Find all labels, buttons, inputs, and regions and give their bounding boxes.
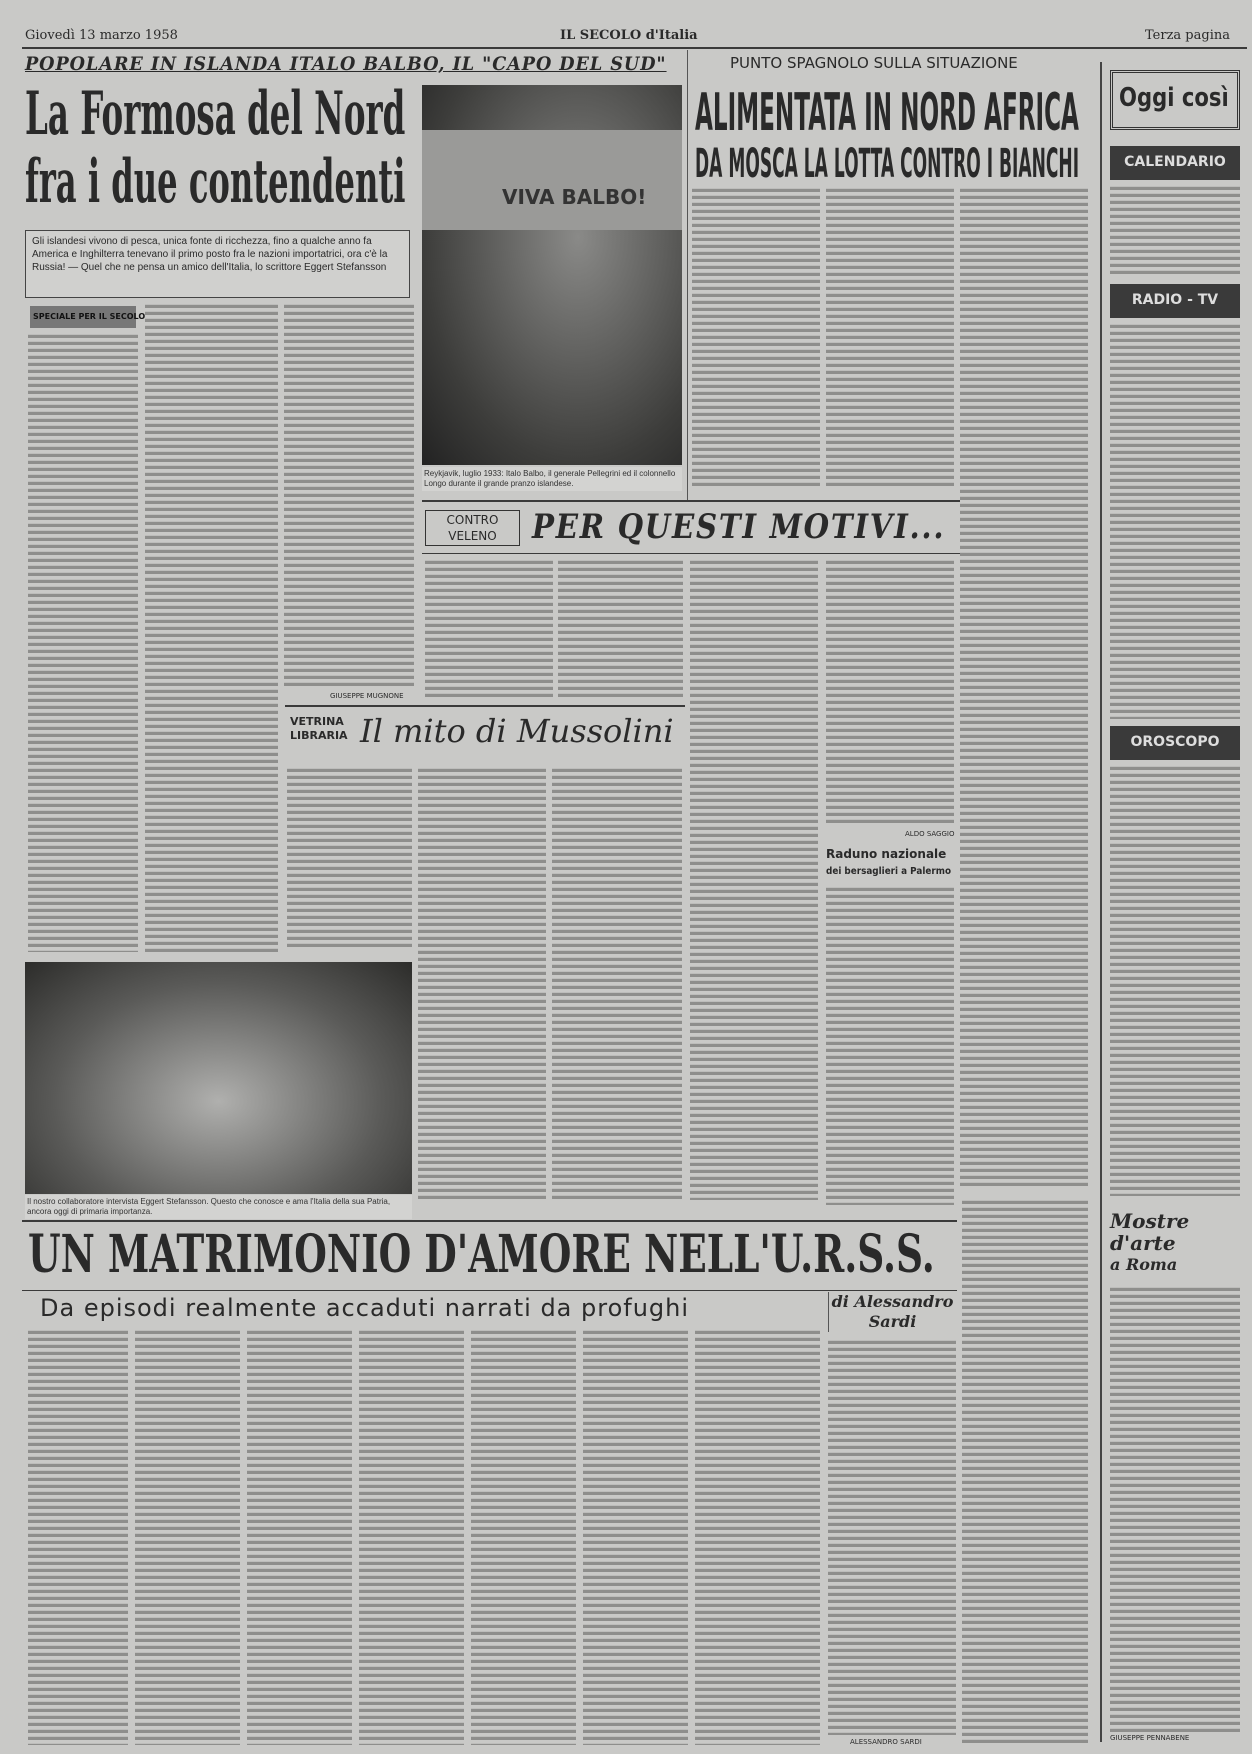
- sidebar: [1100, 62, 1247, 1742]
- body-text: [695, 1330, 820, 1745]
- balbo-photo: [422, 85, 682, 465]
- section-radio-tv: RADIO - TV: [1110, 284, 1240, 318]
- body-text: [692, 188, 820, 488]
- article5-title: [826, 845, 956, 881]
- body-text: [425, 560, 553, 700]
- body-text: [552, 768, 682, 1200]
- body-text: [960, 188, 1088, 1188]
- title-line: d'arte: [1110, 1231, 1176, 1255]
- article6-author: [828, 1292, 956, 1332]
- article2-title: [695, 85, 1087, 187]
- special-badge: SPECIALE PER IL SECOLO: [30, 306, 136, 328]
- body-text: [583, 1330, 688, 1745]
- article4-title: Il mito di Mussolini: [360, 712, 674, 750]
- title-line: dei bersaglieri a Palermo: [826, 866, 952, 877]
- body-text: [28, 1330, 128, 1745]
- body-text: [826, 188, 954, 488]
- body-text: [28, 334, 138, 952]
- article1-title: [25, 80, 413, 216]
- label-line: VELENO: [448, 529, 497, 543]
- article3-title: PER QUESTI MOTIVI...: [532, 507, 946, 547]
- author-line: di Alessandro: [831, 1292, 954, 1311]
- body-text: [558, 560, 683, 700]
- body-text: [826, 560, 954, 825]
- body-text: [826, 887, 954, 1205]
- contro-veleno-label: [425, 510, 520, 546]
- section-rule: [422, 500, 960, 502]
- article3-byline: ALDO SAGGIO: [905, 830, 955, 838]
- article1-byline: GIUSEPPE MUGNONE: [330, 692, 404, 700]
- title-line: fra i due contendenti: [25, 147, 406, 217]
- section-rule: [22, 1290, 957, 1291]
- issue-date: Giovedì 13 marzo 1958: [25, 28, 178, 43]
- body-text: [1110, 186, 1240, 276]
- label-line: CONTRO: [446, 513, 499, 527]
- newspaper-name: IL SECOLO d'Italia: [560, 28, 698, 43]
- body-text: [287, 768, 412, 948]
- section-rule: [422, 553, 960, 554]
- sidebar-title: Oggi così: [1119, 83, 1229, 113]
- article6-title: UN MATRIMONIO D'AMORE NELL'U.R.S.S.: [28, 1224, 935, 1285]
- section-oroscopo: OROSCOPO: [1110, 726, 1240, 760]
- body-text: [359, 1330, 464, 1745]
- sidebar-byline: GIUSEPPE PENNABENE: [1110, 1734, 1190, 1742]
- masthead-rule: [22, 47, 1247, 49]
- photo-banner: [422, 130, 682, 230]
- stefansson-interview-photo: [25, 962, 412, 1194]
- balbo-photo-caption: Reykjavik, luglio 1933: Italo Balbo, il generale Pellegrini ed il colonnello Longo durante il grande pranzo islandese.: [422, 467, 682, 491]
- article6-byline: ALESSANDRO SARDI: [850, 1738, 922, 1746]
- label-line: LIBRARIA: [290, 729, 348, 742]
- section-calendario: CALENDARIO: [1110, 146, 1240, 180]
- label-line: VETRINA: [290, 715, 344, 728]
- body-text: [690, 560, 818, 1200]
- body-text: [135, 1330, 240, 1745]
- body-text: [828, 1340, 956, 1735]
- body-text: [1110, 1287, 1240, 1732]
- stefansson-photo-caption: Il nostro collaboratore intervista Eggert Stefansson. Questo che conosce e ama l'Italia della sua Patria, ancora oggi di primaria importanza.: [25, 1195, 412, 1219]
- body-text: [284, 304, 414, 687]
- article1-summary: Gli islandesi vivono di pesca, unica fonte di ricchezza, fino a qualche anno fa America e Inghilterra tenevano il primo posto fra le nazioni importatrici, ora c'è la Russia! — Quel che ne pensa un amico dell'Italia, lo scrittore Eggert Stefansson: [25, 230, 410, 298]
- page-label: Terza pagina: [1145, 28, 1230, 43]
- article6-subtitle: Da episodi realmente accaduti narrati da profughi: [40, 1294, 690, 1322]
- article1-kicker: POPOLARE IN ISLANDA ITALO BALBO, IL "CAPO DEL SUD": [25, 53, 667, 75]
- title-line: a Roma: [1110, 1255, 1178, 1274]
- title-line: Raduno nazionale: [826, 847, 947, 861]
- vetrina-libraria-label: [290, 715, 348, 743]
- title-line: DA MOSCA LA LOTTA CONTRO I BIANCHI: [695, 141, 1080, 187]
- section-rule: [285, 705, 685, 707]
- body-text: [1110, 324, 1240, 719]
- body-text: [471, 1330, 576, 1745]
- mostre-title: [1110, 1210, 1240, 1276]
- title-line: La Formosa del Nord: [25, 79, 406, 149]
- body-text: [1110, 766, 1240, 1196]
- title-line: Mostre: [1110, 1209, 1190, 1233]
- sidebar-title-box: [1110, 70, 1240, 130]
- divider: [687, 50, 688, 500]
- body-text: [962, 1200, 1088, 1745]
- banner-text: VIVA BALBO!: [502, 185, 647, 209]
- body-text: [247, 1330, 352, 1745]
- article2-kicker: PUNTO SPAGNOLO SULLA SITUAZIONE: [730, 54, 1018, 72]
- section-rule: [22, 1220, 957, 1222]
- body-text: [418, 768, 546, 1200]
- author-line: Sardi: [868, 1312, 917, 1331]
- body-text: [145, 304, 278, 952]
- title-line: ALIMENTATA IN NORD AFRICA: [695, 83, 1079, 143]
